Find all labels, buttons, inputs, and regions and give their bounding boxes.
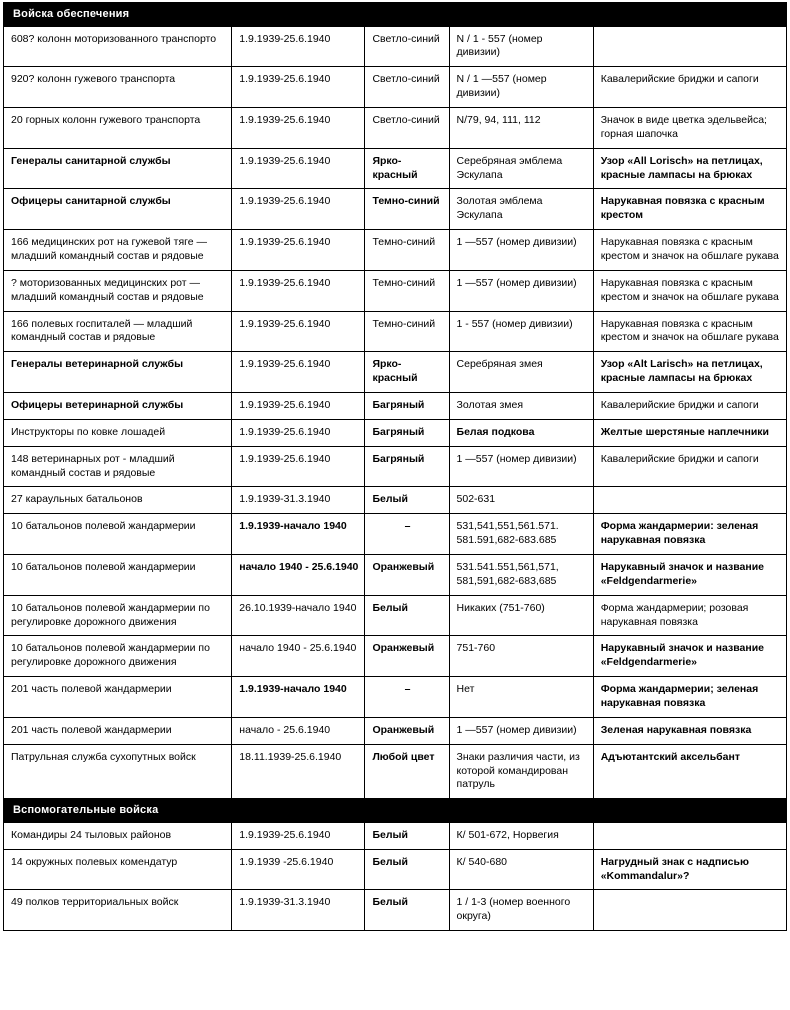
cell-dates: 1.9.1939-25.6.1940 [232,446,365,487]
cell-color: Оранжевый [365,555,449,596]
section-title: Войска обеспечения [4,3,787,27]
cell-unit: Офицеры ветеринарной службы [4,392,232,419]
cell-numbers: Белая подкова [449,419,593,446]
cell-numbers: 1 - 557 (номер дивизии) [449,311,593,352]
cell-color: Темно-синий [365,311,449,352]
cell-notes [593,487,786,514]
cell-notes: Форма жандармерии; зеленая нарукавная повязка [593,677,786,718]
cell-numbers: Серебряная эмблема Эскулапа [449,148,593,189]
table-row [4,446,787,487]
cell-color: – [365,514,449,555]
table-row [4,419,787,446]
cell-color: Оранжевый [365,717,449,744]
table-row [4,148,787,189]
cell-numbers: 1 / 1-3 (номер военного округа) [449,890,593,931]
cell-unit: 608? колонн моторизованного транспорто [4,26,232,67]
cell-dates: начало 1940 - 25.6.1940 [232,555,365,596]
cell-dates: 1.9.1939-25.6.1940 [232,67,365,108]
table-row [4,822,787,849]
cell-notes: Кавалерийские бриджи и сапоги [593,446,786,487]
cell-notes: Желтые шерстяные наплечники [593,419,786,446]
cell-color: Белый [365,890,449,931]
table-row [4,717,787,744]
cell-dates: начало - 25.6.1940 [232,717,365,744]
cell-dates: 1.9.1939-начало 1940 [232,514,365,555]
cell-unit: 20 горных колонн гужевого транспорта [4,107,232,148]
cell-notes [593,890,786,931]
cell-unit: 27 караульных батальонов [4,487,232,514]
cell-dates: 1.9.1939-25.6.1940 [232,148,365,189]
cell-numbers: 1 —557 (номер дивизии) [449,446,593,487]
cell-notes: Нарукавная повязка с красным крестом [593,189,786,230]
table-row [4,352,787,393]
section-header-row [4,3,787,27]
cell-unit: 49 полков территориальных войск [4,890,232,931]
cell-numbers: 1 —557 (номер дивизии) [449,717,593,744]
cell-notes: Нарукавная повязка с красным крестом и значок на обшлаге рукава [593,311,786,352]
cell-numbers: 531.541.551,561,571, 581,591,682-683,685 [449,555,593,596]
cell-color: Багряный [365,392,449,419]
table-row [4,514,787,555]
cell-dates: 1.9.1939-начало 1940 [232,677,365,718]
table-row [4,890,787,931]
cell-color: Темно-синий [365,189,449,230]
cell-notes: Адъютантский аксельбант [593,744,786,799]
cell-notes: Кавалерийские бриджи и сапоги [593,392,786,419]
cell-unit: 920? колонн гужевого транспорта [4,67,232,108]
cell-numbers: 502-631 [449,487,593,514]
cell-dates: 1.9.1939-25.6.1940 [232,419,365,446]
cell-unit: 166 полевых госпиталей — младший командный состав и рядовые [4,311,232,352]
cell-color: Темно-синий [365,230,449,271]
cell-numbers: 531,541,551,561.571. 581.591,682-683.685 [449,514,593,555]
cell-color: Ярко-красный [365,352,449,393]
cell-notes: Форма жандармерии; розовая нарукавная повязка [593,595,786,636]
cell-unit: Командиры 24 тыловых районов [4,822,232,849]
cell-numbers: Знаки различия части, из которой командирован патруль [449,744,593,799]
cell-dates: начало 1940 - 25.6.1940 [232,636,365,677]
cell-numbers: N / 1 —557 (номер дивизии) [449,67,593,108]
cell-numbers: К/ 540-680 [449,849,593,890]
cell-unit: 201 часть полевой жандармерии [4,677,232,718]
section-title: Вспомогательные войска [4,799,787,823]
cell-dates: 1.9.1939-31.3.1940 [232,890,365,931]
cell-dates: 1.9.1939-25.6.1940 [232,352,365,393]
cell-dates: 1.9.1939-25.6.1940 [232,230,365,271]
cell-numbers: Золотая змея [449,392,593,419]
cell-dates: 1.9.1939-31.3.1940 [232,487,365,514]
cell-color: Светло-синий [365,107,449,148]
cell-numbers: 751-760 [449,636,593,677]
table-row [4,270,787,311]
units-table [3,2,787,931]
section-header-row [4,799,787,823]
table-row [4,487,787,514]
cell-numbers: N / 1 - 557 (номер дивизии) [449,26,593,67]
cell-notes: Узор «Alt Larisch» на петлицах, красные лампасы на брюках [593,352,786,393]
cell-dates: 1.9.1939-25.6.1940 [232,311,365,352]
cell-numbers: Никаких (751-760) [449,595,593,636]
cell-notes: Значок в виде цветка эдельвейса; горная шапочка [593,107,786,148]
cell-color: Белый [365,849,449,890]
cell-unit: Офицеры санитарной службы [4,189,232,230]
cell-notes: Зеленая нарукавная повязка [593,717,786,744]
cell-color: Ярко-красный [365,148,449,189]
cell-notes: Нарукавная повязка с красным крестом и значок на обшлаге рукава [593,270,786,311]
cell-numbers: К/ 501-672, Норвегия [449,822,593,849]
cell-numbers: Нет [449,677,593,718]
cell-color: Светло-синий [365,26,449,67]
cell-unit: 10 батальонов полевой жандармерии [4,555,232,596]
table-row [4,189,787,230]
cell-color: Оранжевый [365,636,449,677]
cell-color: Белый [365,595,449,636]
cell-dates: 1.9.1939-25.6.1940 [232,270,365,311]
cell-unit: 10 батальонов полевой жандармерии по регулировке дорожного движения [4,636,232,677]
cell-color: Белый [365,822,449,849]
cell-unit: Генералы санитарной службы [4,148,232,189]
cell-dates: 1.9.1939-25.6.1940 [232,189,365,230]
table-row [4,849,787,890]
cell-numbers: N/79, 94, 111, 112 [449,107,593,148]
table-row [4,311,787,352]
table-row [4,677,787,718]
cell-dates: 26.10.1939-начало 1940 [232,595,365,636]
cell-color: Багряный [365,419,449,446]
cell-unit: ? моторизованных медицинских рот — младший командный состав и рядовые [4,270,232,311]
table-row [4,26,787,67]
table-row [4,392,787,419]
cell-notes: Кавалерийские бриджи и сапоги [593,67,786,108]
cell-color: Темно-синий [365,270,449,311]
cell-notes [593,26,786,67]
table-row [4,744,787,799]
cell-numbers: 1 —557 (номер дивизии) [449,270,593,311]
cell-unit: 166 медицинских рот на гужевой тяге — младший командный состав и рядовые [4,230,232,271]
table-row [4,107,787,148]
cell-notes: Форма жандармерии: зеленая нарукавная повязка [593,514,786,555]
cell-notes: Нарукавный значок и название «Feldgendarmerie» [593,555,786,596]
cell-notes: Нарукавный значок и название «Feldgendarmerie» [593,636,786,677]
table-row [4,636,787,677]
cell-dates: 1.9.1939-25.6.1940 [232,822,365,849]
cell-unit: Генералы ветеринарной службы [4,352,232,393]
cell-notes: Нагрудный знак с надписью «Kommandalur»? [593,849,786,890]
table-row [4,595,787,636]
cell-unit: 10 батальонов полевой жандармерии по регулировке дорожного движения [4,595,232,636]
cell-dates: 18.11.1939-25.6.1940 [232,744,365,799]
cell-numbers: Золотая эмблема Эскулапа [449,189,593,230]
cell-unit: 10 батальонов полевой жандармерии [4,514,232,555]
cell-unit: 14 окружных полевых комендатур [4,849,232,890]
cell-unit: 148 ветеринарных рот - младший командный состав и рядовые [4,446,232,487]
cell-unit: 201 часть полевой жандармерии [4,717,232,744]
table-row [4,230,787,271]
cell-dates: 1.9.1939-25.6.1940 [232,26,365,67]
cell-notes: Узор «All Lorisch» на петлицах, красные лампасы на брюках [593,148,786,189]
cell-color: Багряный [365,446,449,487]
cell-color: Любой цвет [365,744,449,799]
cell-dates: 1.9.1939 -25.6.1940 [232,849,365,890]
cell-notes [593,822,786,849]
cell-color: Белый [365,487,449,514]
table-row [4,67,787,108]
cell-dates: 1.9.1939-25.6.1940 [232,107,365,148]
cell-color: – [365,677,449,718]
cell-unit: Патрульная служба сухопутных войск [4,744,232,799]
table-row [4,555,787,596]
cell-numbers: Серебряная змея [449,352,593,393]
cell-numbers: 1 —557 (номер дивизии) [449,230,593,271]
cell-unit: Инструкторы по ковке лошадей [4,419,232,446]
cell-notes: Нарукавная повязка с красным крестом и значок на обшлаге рукава [593,230,786,271]
cell-dates: 1.9.1939-25.6.1940 [232,392,365,419]
cell-color: Светло-синий [365,67,449,108]
